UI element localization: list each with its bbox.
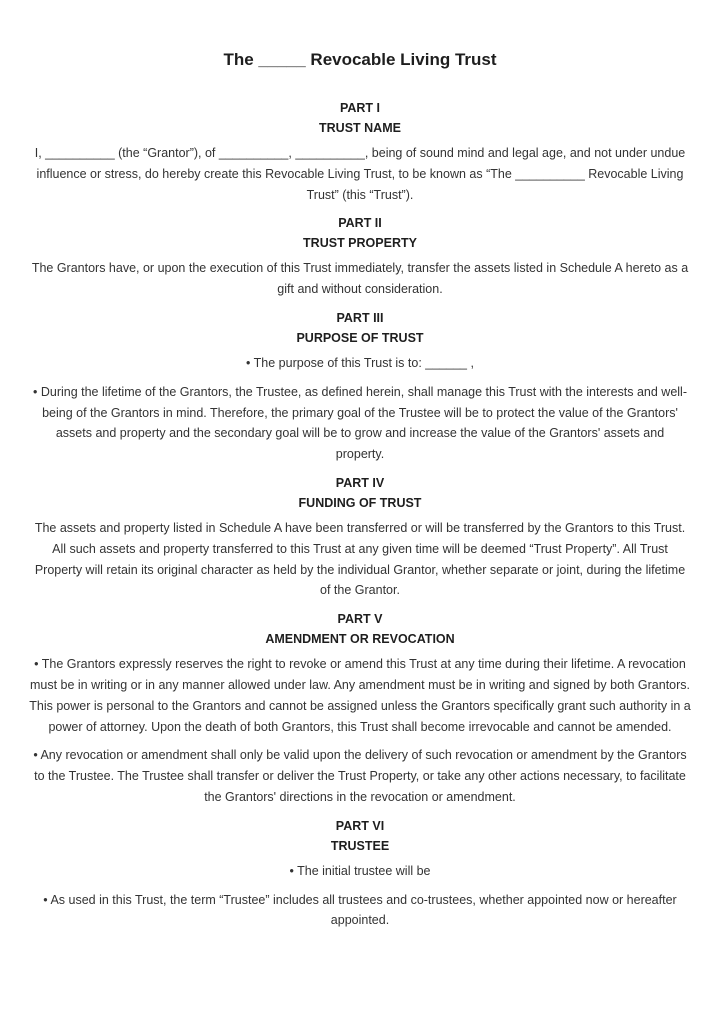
section-part-5 xyxy=(30,609,690,808)
paragraph: • The purpose of this Trust is to: ______ , xyxy=(246,355,474,370)
part-label: PART II xyxy=(338,216,382,231)
paragraph: The Grantors have, or upon the execution of this Trust immediately, transfer the assets listed in Schedule A hereto as a gift and without consideration. xyxy=(31,261,689,297)
paragraph: • During the lifetime of the Grantors, the Trustee, as defined herein, shall manage this Trust with the interests and well-being of the Grantors in mind. Therefore, the primary goal of the Trustee will be to protect the value of the Grantors' assets and property and the secondary goal will be to grow and increase the value of the Grantors' assets and property. xyxy=(32,384,687,462)
section-part-3 xyxy=(30,308,690,465)
part-label: PART IV xyxy=(335,475,385,490)
section-part-4 xyxy=(30,473,690,601)
part-label: PART I xyxy=(339,101,381,115)
part-label: PART III xyxy=(336,310,384,325)
part-heading: TRUST NAME xyxy=(319,121,401,135)
section-part-2 xyxy=(30,213,690,300)
paragraph: • The initial trustee will be xyxy=(289,863,431,878)
part-label: PART V xyxy=(337,612,383,627)
part-heading: PURPOSE OF TRUST xyxy=(296,330,424,345)
part-heading: TRUSTEE xyxy=(330,838,390,853)
part-heading: FUNDING OF TRUST xyxy=(298,495,422,510)
paragraph: • Any revocation or amendment shall only be valid upon the delivery of such revocation or amendment by the Grantors to the Trustee. The Trustee shall transfer or deliver the Trust Property, or take any other actions necessary, to facilitate the Grantors' directions in the revocation or amendment. xyxy=(33,748,687,804)
paragraph: The assets and property listed in Schedule A have been transferred or will be transferred by the Grantors to this Trust. All such assets and property transferred to this Trust at any given time will be deemed “Trust Property”. All Trust Property will retain its original character as held by the individual Grantor, whether separate or joint, during the lifetime of the Grantor. xyxy=(34,520,686,598)
part-heading: AMENDMENT OR REVOCATION xyxy=(265,632,455,647)
paragraph: • The Grantors expressly reserves the right to revoke or amend this Trust at any time during their lifetime. A revocation must be in writing or in any manner allowed under law. Any amendment must be in writing and signed by both Grantors. This power is personal to the Grantors and cannot be assigned unless the Grantors specifically grant such authority in a power of attorney. Upon the death of both Grantors, this Trust shall become irrevocable and cannot be amended. xyxy=(29,657,691,734)
section-part-6 xyxy=(30,816,690,931)
paragraph: I, __________ (the “Grantor”), of __________, __________, being of sound mind and legal age, and not under undue influence or stress, do hereby create this Revocable Living Trust, to be known as “The __________ Revocable Living Trust” (this “Trust”). xyxy=(34,146,686,202)
part-label: PART VI xyxy=(335,818,385,833)
part-heading: TRUST PROPERTY xyxy=(303,236,417,251)
paragraph: • As used in this Trust, the term “Trustee” includes all trustees and co-trustees, whether appointed now or hereafter appointed. xyxy=(43,892,677,928)
section-part-1 xyxy=(30,98,690,205)
document-title: The _____ Revocable Living Trust xyxy=(223,50,497,69)
